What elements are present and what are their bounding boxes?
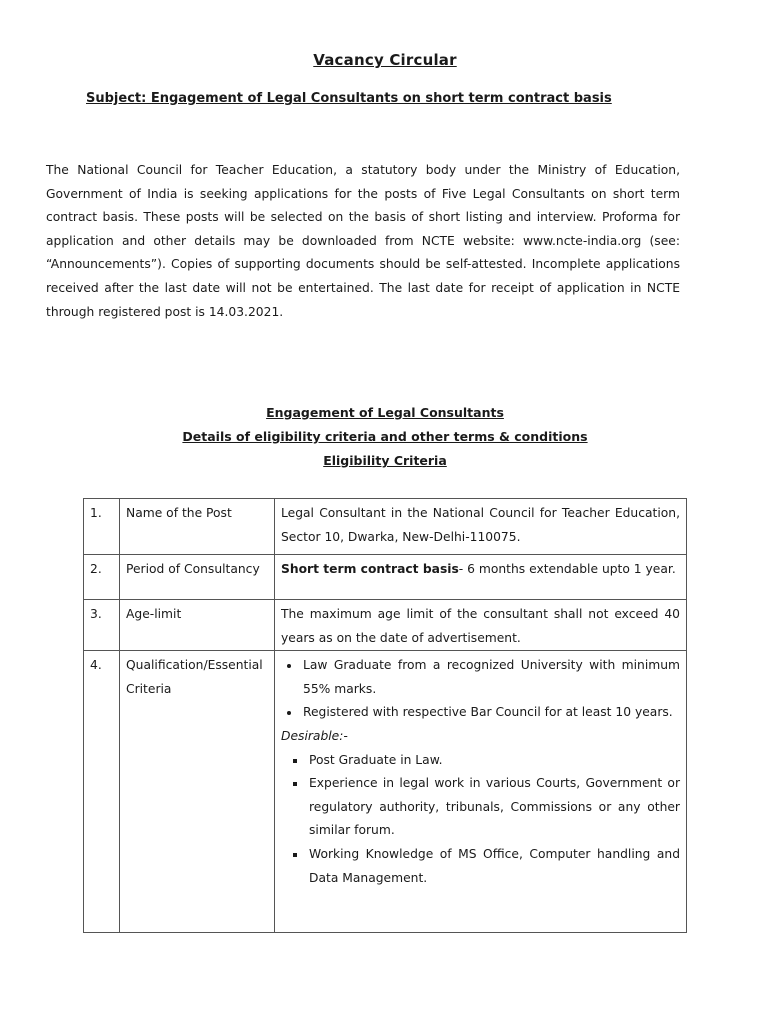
list-item: ▪ Post Graduate in Law. (307, 749, 680, 773)
list-item: • Registered with respective Bar Council for at least 10 years. (301, 701, 680, 725)
table-row (84, 499, 687, 555)
section-heading-engagement: Engagement of Legal Consultants (266, 405, 504, 420)
document-title: Vacancy Circular (313, 51, 457, 69)
row-label: Name of the Post (120, 499, 275, 555)
row-number: 2. (84, 555, 120, 600)
eligibility-table (83, 498, 687, 933)
row-label: Qualification/Essential Criteria (120, 651, 275, 933)
row-label: Age-limit (120, 600, 275, 651)
desirable-label: Desirable:- (281, 728, 348, 743)
row-value (275, 651, 687, 933)
row-number: 3. (84, 600, 120, 651)
row-value-rest: - 6 months extendable upto 1 year. (458, 562, 676, 576)
table-row (84, 600, 687, 651)
row-value-bold: Short term contract basis (281, 562, 459, 576)
essential-list (281, 654, 680, 725)
row-number: 4. (84, 651, 120, 933)
document-subject: Subject: Engagement of Legal Consultants on short term contract basis (86, 91, 612, 106)
desirable-list (281, 749, 680, 891)
table-row (84, 555, 687, 600)
row-value: The maximum age limit of the consultant shall not exceed 40 years as on the date of advertisement. (275, 600, 687, 651)
list-item: ▪ Working Knowledge of MS Office, Computer handling and Data Management. (307, 843, 680, 890)
table-row (84, 651, 687, 933)
row-label: Period of Consultancy (120, 555, 275, 600)
row-number: 1. (84, 499, 120, 555)
row-value: Legal Consultant in the National Council for Teacher Education, Sector 10, Dwarka, New-Delhi-110075. (275, 499, 687, 555)
list-item: • Law Graduate from a recognized University with minimum 55% marks. (301, 654, 680, 701)
section-heading-details: Details of eligibility criteria and other terms & conditions (182, 429, 588, 444)
section-heading-eligibility: Eligibility Criteria (323, 453, 447, 468)
row-value (275, 555, 687, 600)
list-item: ▪ Experience in legal work in various Courts, Government or regulatory authority, tribunals, Commissions or any other similar forum. (307, 772, 680, 843)
intro-paragraph: The National Council for Teacher Education, a statutory body under the Ministry of Education, Government of India is seeking applications for the posts of Five Legal Consultants on short term contract basis. These posts will be selected on the basis of short listing and interview. Proforma for application and other details may be downloaded from NCTE website: www.ncte-india.org (see: “Announcements”). Copies of supporting documents should be self-attested. Incomplete applications received after the last date will not be entertained. The last date for receipt of application in NCTE through registered post is 14.03.2021. (46, 163, 680, 319)
